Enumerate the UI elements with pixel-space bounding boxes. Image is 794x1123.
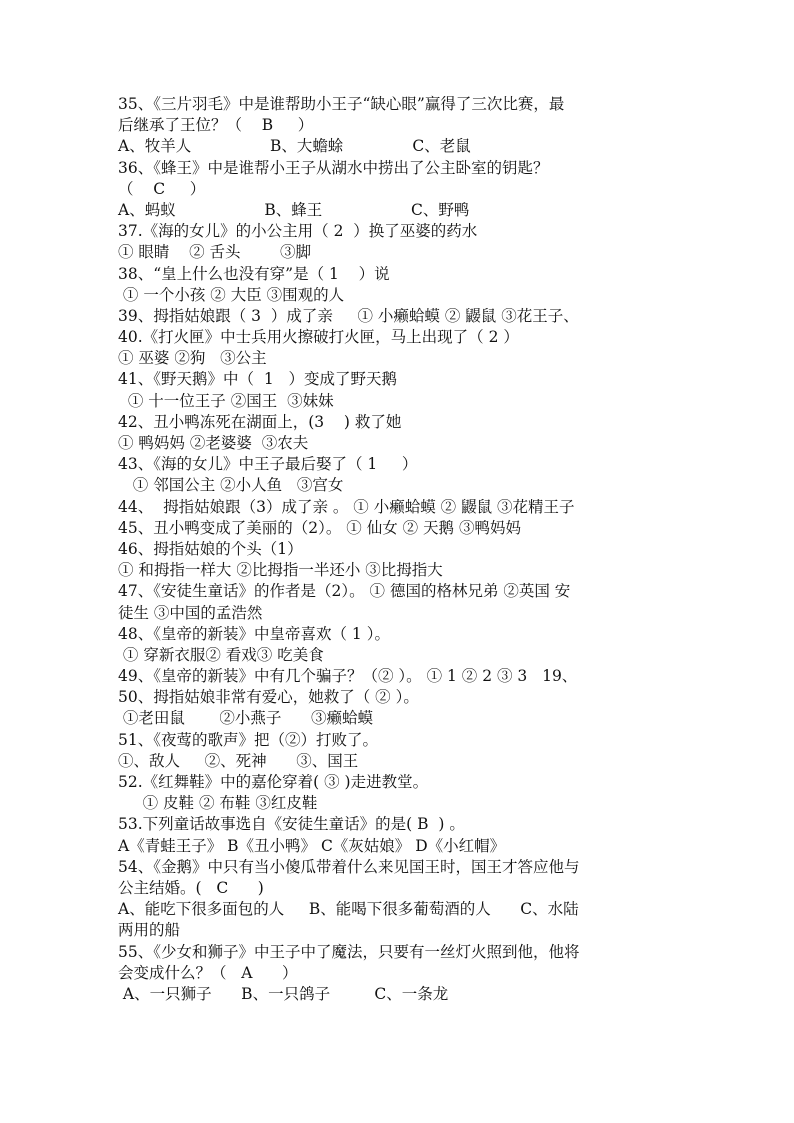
text-line: 徒生 ③中国的孟浩然	[118, 603, 263, 622]
text-line: 51、《夜莺的歌声》把（②）打败了。	[118, 730, 378, 749]
text-line: 46、拇指姑娘的个头（1）	[118, 539, 303, 558]
text-line: ① 和拇指一样大 ②比拇指一半还小 ③比拇指大	[118, 561, 443, 580]
text-line: 53.下列童话故事选自《安徒生童话》的是( B ) 。	[118, 815, 465, 834]
text-line: 41、《野天鹅》中（ 1 ）变成了野天鹅	[118, 370, 397, 389]
text-line: 39、拇指姑娘跟（ 3 ）成了亲 ① 小癞蛤蟆 ② 鼹鼠 ③花王子、	[118, 306, 579, 325]
text-line: 44、 拇指姑娘跟（3）成了亲 。 ① 小癞蛤蟆 ② 鼹鼠 ③花精王子	[118, 497, 575, 516]
text-line: 40.《打火匣》中士兵用火擦破打火匣，马上出现了（ 2 ）	[118, 328, 519, 347]
text-line: ① 邻国公主 ②小人鱼 ③宫女	[118, 476, 344, 495]
text-line: ① 穿新衣服② 看戏③ 吃美食	[118, 645, 324, 664]
text-line: 后继承了王位？（ B ）	[118, 116, 314, 135]
text-line: 49、《皇帝的新装》中有几个骗子？（② ）。 ① 1 ② 2 ③ 3 19、	[118, 667, 578, 686]
text-line: 54、《金鹅》中只有当小傻瓜带着什么来见国王时，国王才答应他与	[118, 857, 580, 876]
text-line: 公主结婚。( C )	[118, 878, 264, 897]
text-line: 36、《蜂王》中是谁帮小王子从湖水中捞出了公主卧室的钥匙？	[118, 158, 549, 177]
text-line: A《青蛙王子》 B《丑小鸭》 C《灰姑娘》 D《小红帽》	[118, 836, 506, 855]
text-line: 37.《海的女儿》的小公主用（ 2 ）换了巫婆的药水	[118, 222, 478, 241]
text-line: ① 皮鞋 ② 布鞋 ③红皮鞋	[118, 794, 318, 813]
text-line: ① 鸭妈妈 ②老婆婆 ③农夫	[118, 434, 309, 452]
text-line: （ C ）	[118, 179, 206, 198]
text-line: A、一只狮子 B、一只鸽子 C、一条龙	[118, 984, 449, 1003]
text-line: 47、《安徒生童话》的作者是（2）。 ① 德国的格林兄弟 ②英国 安	[118, 582, 571, 601]
text-line: 两用的船	[118, 921, 181, 940]
question-list	[118, 94, 708, 1005]
text-line: 48、《皇帝的新装》中皇帝喜欢（ 1 ）。	[118, 624, 390, 643]
text-line: 55、《少女和狮子》中王子中了魔法，只要有一丝灯火照到他，他将	[118, 942, 580, 961]
text-line: 35、《三片羽毛》中是谁帮助小王子“缺心眼”赢得了三次比赛，最	[118, 95, 565, 113]
text-line: 52.《红舞鞋》中的嘉伦穿着( ③ )走进教堂。	[118, 773, 429, 791]
text-line: 45、丑小鸭变成了美丽的（2）。 ① 仙女 ② 天鹅 ③鸭妈妈	[118, 518, 521, 537]
text-line: ① 一个小孩 ② 大臣 ③围观的人	[118, 285, 345, 304]
text-line: 会变成什么？（ A ）	[118, 963, 298, 982]
text-line: A、蚂蚁 B、蜂王 C、野鸭	[118, 200, 470, 219]
text-line: ① 巫婆 ②狗 ③公主	[118, 349, 267, 368]
text-line: ① 眼睛 ② 舌头 ③脚	[118, 243, 311, 262]
text-line: ① 十一位王子 ②国王 ③妹妹	[118, 391, 334, 410]
text-line: ①老田鼠 ②小燕子 ③癞蛤蟆	[118, 709, 373, 728]
text-line: A、能吃下很多面包的人 B、能喝下很多葡萄酒的人 C、水陆	[118, 900, 579, 919]
text-line: ①、敌人 ②、死神 ③、国王	[118, 751, 359, 770]
text-line: 43、《海的女儿》中王子最后娶了（ 1 ）	[118, 455, 418, 474]
text-line: 42、丑小鸭冻死在湖面上，(3 ) 救了她	[118, 412, 402, 431]
text-line: A、牧羊人 B、大蟾蜍 C、老鼠	[118, 137, 471, 156]
text-line: 38、“皇上什么也没有穿”是（ 1 ）说	[118, 264, 390, 283]
text-line: 50、拇指姑娘非常有爱心，她救了（ ② ）。	[118, 688, 419, 707]
